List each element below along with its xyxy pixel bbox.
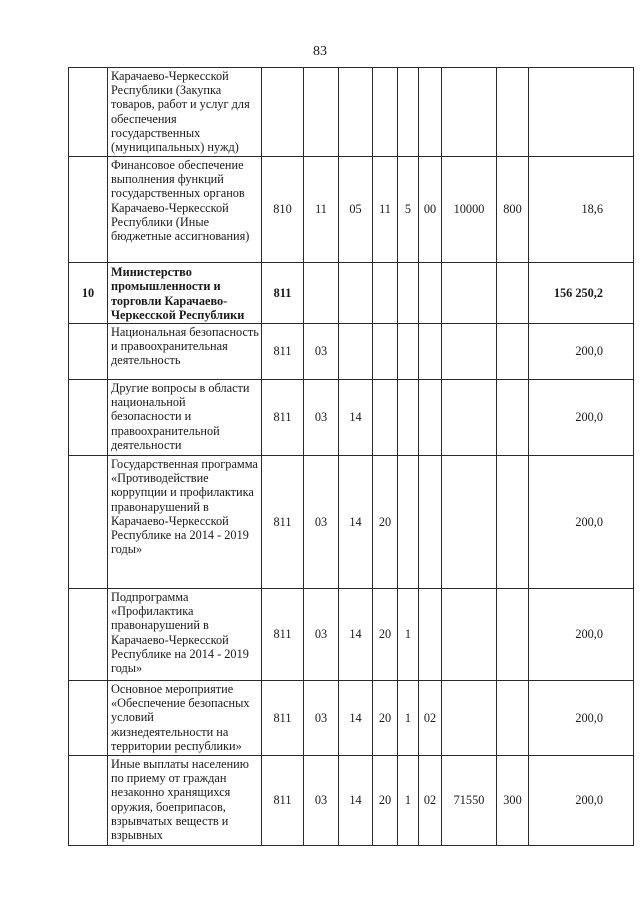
row-event xyxy=(419,263,442,324)
row-subprogram: 1 xyxy=(398,756,419,846)
row-program: 20 xyxy=(373,456,398,589)
row-amount xyxy=(529,68,634,157)
row-section: 03 xyxy=(304,756,339,846)
row-subprogram xyxy=(398,68,419,157)
row-amount: 200,0 xyxy=(529,756,634,846)
row-amount: 200,0 xyxy=(529,324,634,380)
row-number xyxy=(69,324,108,380)
row-number xyxy=(69,157,108,263)
row-number xyxy=(69,380,108,456)
row-event xyxy=(419,380,442,456)
row-amount: 18,6 xyxy=(529,157,634,263)
row-subprogram: 1 xyxy=(398,681,419,756)
row-program: 20 xyxy=(373,681,398,756)
row-number xyxy=(69,756,108,846)
row-ministry-code: 811 xyxy=(262,456,304,589)
row-expense-type xyxy=(497,456,529,589)
row-section: 03 xyxy=(304,324,339,380)
row-expense-type xyxy=(497,68,529,157)
row-subsection: 14 xyxy=(339,456,373,589)
row-subsection: 14 xyxy=(339,380,373,456)
row-subsection xyxy=(339,68,373,157)
table-row xyxy=(69,324,634,380)
row-ministry-code: 810 xyxy=(262,157,304,263)
row-subsection: 14 xyxy=(339,681,373,756)
row-ministry-code xyxy=(262,68,304,157)
row-name: Иные выплаты населению по приему от граждан незаконно хранящихся оружия, боеприпасов, взрывчатых веществ и взрывных xyxy=(108,756,262,846)
row-subsection xyxy=(339,324,373,380)
row-subprogram: 1 xyxy=(398,589,419,681)
row-direction xyxy=(442,380,497,456)
row-direction: 10000 xyxy=(442,157,497,263)
row-direction xyxy=(442,681,497,756)
row-number xyxy=(69,456,108,589)
row-event xyxy=(419,589,442,681)
row-direction xyxy=(442,456,497,589)
row-program xyxy=(373,324,398,380)
row-amount: 156 250,2 xyxy=(529,263,634,324)
row-expense-type xyxy=(497,681,529,756)
row-ministry-code: 811 xyxy=(262,324,304,380)
row-direction xyxy=(442,263,497,324)
row-name: Карачаево-Черкесской Республики (Закупка товаров, работ и услуг для обеспечения государственных (муниципальных) нужд) xyxy=(108,68,262,157)
row-name: Другие вопросы в области национальной безопасности и правоохранительной деятельности xyxy=(108,380,262,456)
table-row xyxy=(69,756,634,846)
row-section: 03 xyxy=(304,456,339,589)
row-event: 02 xyxy=(419,681,442,756)
row-amount: 200,0 xyxy=(529,456,634,589)
row-name: Основное мероприятие «Обеспечение безопасных условий жизнедеятельности на территории республики» xyxy=(108,681,262,756)
row-program: 11 xyxy=(373,157,398,263)
row-expense-type: 300 xyxy=(497,756,529,846)
row-subsection: 14 xyxy=(339,756,373,846)
row-number: 10 xyxy=(69,263,108,324)
row-number xyxy=(69,681,108,756)
budget-table xyxy=(68,67,634,846)
row-direction: 71550 xyxy=(442,756,497,846)
row-direction xyxy=(442,324,497,380)
row-name: Подпрограмма «Профилактика правонарушений в Карачаево-Черкесской Республике на 2014 - 2019 годы» xyxy=(108,589,262,681)
row-section xyxy=(304,263,339,324)
row-section xyxy=(304,68,339,157)
page-number: 83 xyxy=(313,44,327,59)
row-number xyxy=(69,68,108,157)
table-row xyxy=(69,68,634,157)
row-section: 03 xyxy=(304,380,339,456)
row-subprogram: 5 xyxy=(398,157,419,263)
row-direction xyxy=(442,589,497,681)
row-subsection xyxy=(339,263,373,324)
row-subprogram xyxy=(398,324,419,380)
row-subsection: 14 xyxy=(339,589,373,681)
table-row xyxy=(69,263,634,324)
table-row xyxy=(69,681,634,756)
row-program: 20 xyxy=(373,756,398,846)
row-number xyxy=(69,589,108,681)
row-section: 03 xyxy=(304,681,339,756)
row-amount: 200,0 xyxy=(529,681,634,756)
row-section: 03 xyxy=(304,589,339,681)
row-section: 11 xyxy=(304,157,339,263)
table-row xyxy=(69,589,634,681)
row-subsection: 05 xyxy=(339,157,373,263)
row-name: Национальная безопасность и правоохранительная деятельность xyxy=(108,324,262,380)
table-row xyxy=(69,157,634,263)
row-program: 20 xyxy=(373,589,398,681)
row-ministry-code: 811 xyxy=(262,380,304,456)
row-expense-type xyxy=(497,324,529,380)
row-ministry-code: 811 xyxy=(262,681,304,756)
row-event xyxy=(419,456,442,589)
row-expense-type xyxy=(497,380,529,456)
row-expense-type xyxy=(497,263,529,324)
table-row xyxy=(69,380,634,456)
row-amount: 200,0 xyxy=(529,380,634,456)
row-event xyxy=(419,68,442,157)
row-program xyxy=(373,380,398,456)
row-subprogram xyxy=(398,263,419,324)
row-expense-type xyxy=(497,589,529,681)
row-event: 02 xyxy=(419,756,442,846)
table-row xyxy=(69,456,634,589)
row-name: Министерство промышленности и торговли Карачаево-Черкесской Республики xyxy=(108,263,262,324)
row-ministry-code: 811 xyxy=(262,263,304,324)
row-ministry-code: 811 xyxy=(262,589,304,681)
row-ministry-code: 811 xyxy=(262,756,304,846)
row-event xyxy=(419,324,442,380)
row-name: Финансовое обеспечение выполнения функций государственных органов Карачаево-Черкесской Республики (Иные бюджетные ассигнования) xyxy=(108,157,262,263)
row-program xyxy=(373,263,398,324)
row-subprogram xyxy=(398,456,419,589)
row-expense-type: 800 xyxy=(497,157,529,263)
row-event: 00 xyxy=(419,157,442,263)
row-program xyxy=(373,68,398,157)
row-direction xyxy=(442,68,497,157)
row-subprogram xyxy=(398,380,419,456)
row-name: Государственная программа «Противодействие коррупции и профилактика правонарушений в Карачаево-Черкесской Республике на 2014 - 2019 годы» xyxy=(108,456,262,589)
row-amount: 200,0 xyxy=(529,589,634,681)
